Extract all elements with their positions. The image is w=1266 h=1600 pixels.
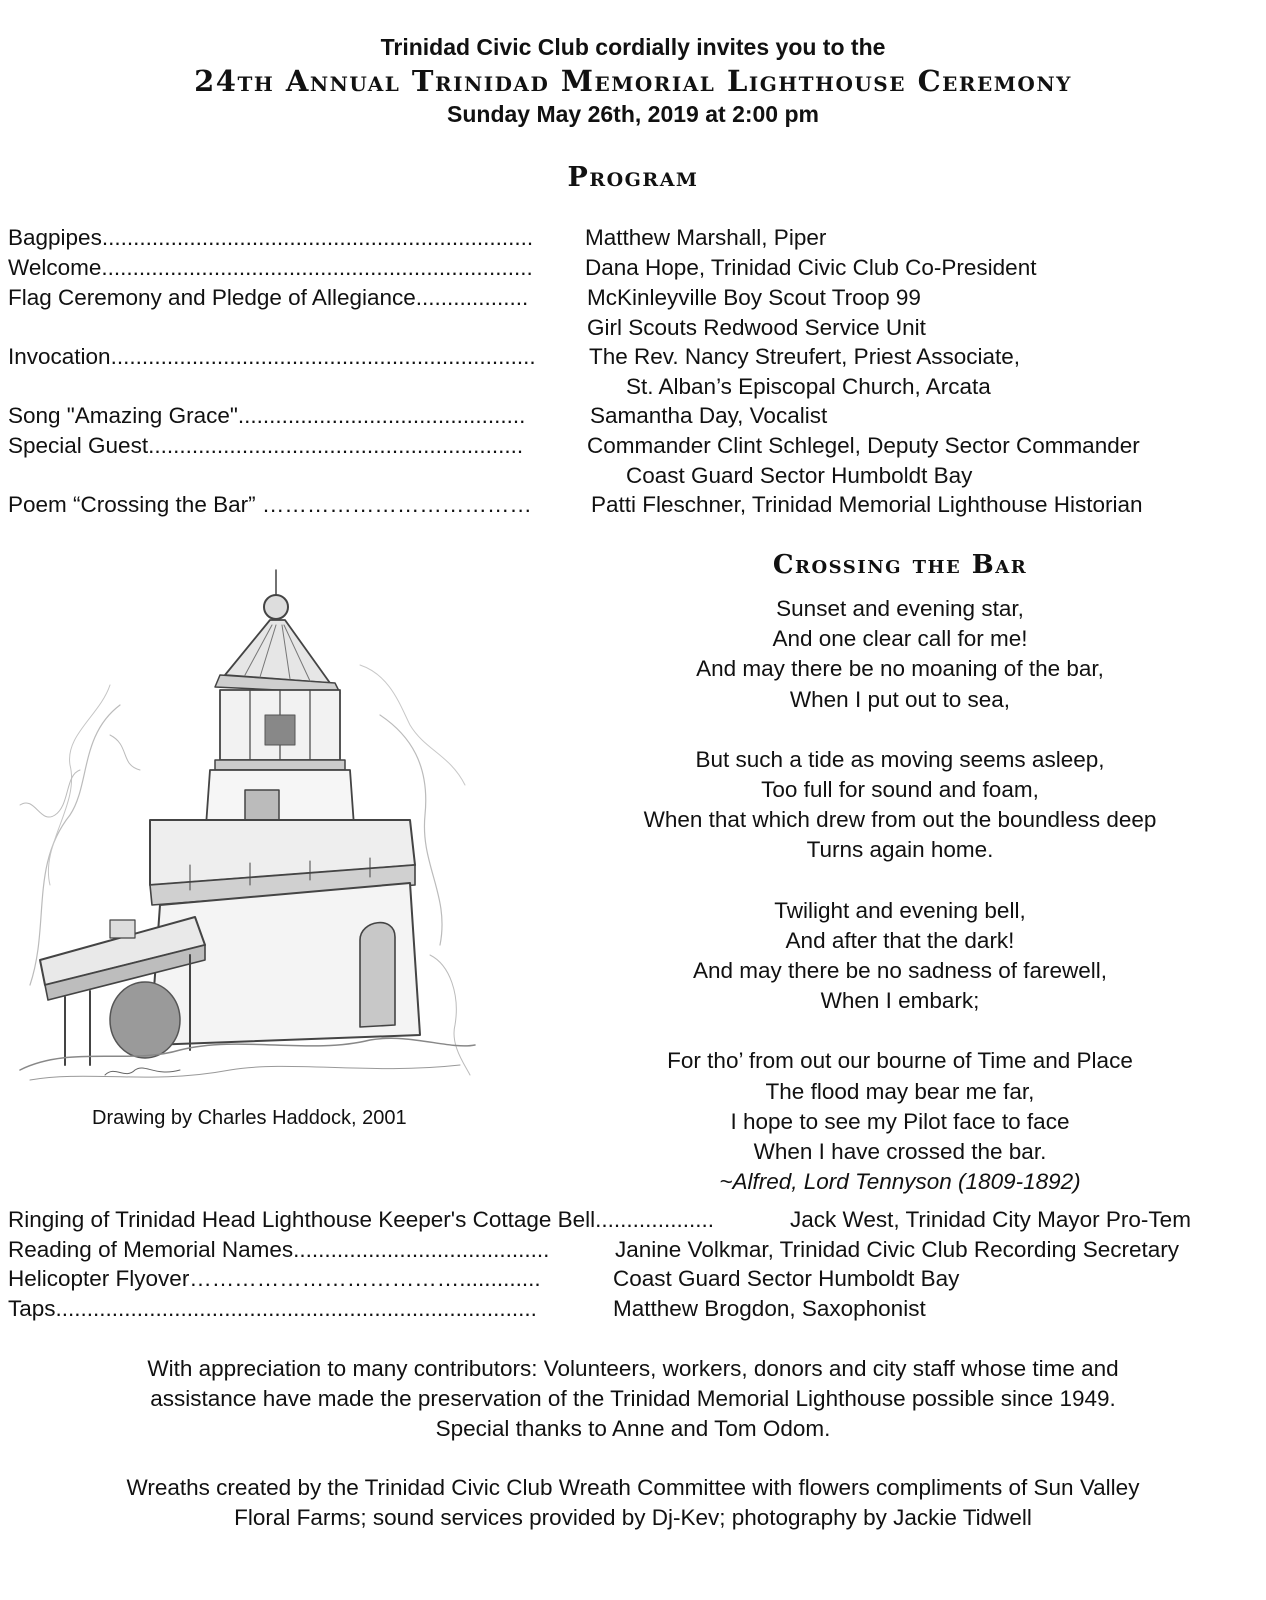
invitation-intro: Trinidad Civic Club cordially invites you to the [380,34,886,60]
poem-line: And after that the dark! [785,927,1015,953]
appreciation-text [0,1354,1266,1444]
program-value: St. Alban’s Episcopal Church, Arcata [626,374,991,399]
poem-line: And one clear call for me! [772,626,1028,652]
appreciation-line: Special thanks to Anne and Tom Odom. [435,1416,831,1441]
ceremony-title: 24th Annual Trinidad Memorial Lighthouse Ceremony [194,64,1072,98]
program-label: Welcome..................................................................... [8,255,533,280]
program-value: McKinleyville Boy Scout Troop 99 [587,285,921,310]
program-label: Song "Amazing Grace".............................................. [8,403,526,428]
program-label: Invocation.................................................................... [8,344,536,369]
program-value: Coast Guard Sector Humboldt Bay [626,463,973,488]
program-label: Ringing of Trinidad Head Lighthouse Keeper's Cottage Bell................... [8,1207,714,1232]
poem-line: When I have crossed the bar. [753,1139,1047,1165]
stanza-break [590,866,1210,896]
program-value: Patti Fleschner, Trinidad Memorial Lighthouse Historian [591,492,1143,517]
program-label: Poem “Crossing the Bar” ……………………………… [8,492,532,517]
poem-attribution: ~Alfred, Lord Tennyson (1809-1892) [719,1169,1081,1195]
poem-line: And may there be no moaning of the bar, [696,656,1104,682]
wreaths-text [0,1473,1266,1533]
poem-line: Sunset and evening star, [776,596,1024,621]
program-label: Flag Ceremony and Pledge of Allegiance.................. [8,285,529,310]
poem-line: When that which drew from out the boundless deep [643,807,1157,833]
poem-line: When I embark; [820,988,980,1014]
program-label: Taps............................................................................. [8,1296,537,1321]
poem-line: Turns again home. [806,837,994,863]
program-heading: Program [567,162,699,193]
program-value: Matthew Marshall, Piper [585,225,827,250]
poem-line: But such a tide as moving seems asleep, [695,746,1105,772]
ceremony-date: Sunday May 26th, 2019 at 2:00 pm [447,101,819,127]
program-value: Commander Clint Schlegel, Deputy Sector Commander [587,433,1140,458]
poem-line: Too full for sound and foam, [761,777,1039,803]
appreciation-line: With appreciation to many contributors: Volunteers, workers, donors and city staff whose time and [147,1356,1119,1381]
program-label: Reading of Memorial Names......................................... [8,1237,550,1262]
drawing-caption: Drawing by Charles Haddock, 2001 [92,1107,407,1129]
program-value: Janine Volkmar, Trinidad Civic Club Recording Secretary [615,1237,1180,1262]
program-value: Coast Guard Sector Humboldt Bay [613,1266,960,1291]
program-label: Special Guest............................................................ [8,433,524,458]
program-value: Samantha Day, Vocalist [590,403,828,428]
program-value: Matthew Brogdon, Saxophonist [613,1296,926,1321]
program-value: Girl Scouts Redwood Service Unit [587,315,926,340]
program-value: The Rev. Nancy Streufert, Priest Associate, [589,344,1021,369]
appreciation-line: assistance have made the preservation of the Trinidad Memorial Lighthouse possible since 1949. [150,1386,1116,1411]
lighthouse-drawing [10,565,480,1090]
program-label: Bagpipes..................................................................... [8,225,534,250]
stanza-break [590,715,1210,745]
program-value: Dana Hope, Trinidad Civic Club Co-President [585,255,1037,280]
stanza-break [590,1016,1210,1046]
program-label: Helicopter Flyover………………………………............. [8,1266,541,1291]
poem-body [590,594,1210,1197]
wreaths-line: Floral Farms; sound services provided by Dj-Kev; photography by Jackie Tidwell [234,1505,1032,1530]
wreaths-line: Wreaths created by the Trinidad Civic Club Wreath Committee with flowers compliments of Sun Valley [126,1475,1140,1500]
poem-line: For tho’ from out our bourne of Time and Place [667,1048,1133,1074]
poem-line: I hope to see my Pilot face to face [730,1108,1070,1134]
poem-line: Twilight and evening bell, [774,897,1026,923]
poem-line: The flood may bear me far, [765,1078,1035,1104]
poem-title: Crossing the Bar [772,550,1028,580]
program-value: Jack West, Trinidad City Mayor Pro-Tem [790,1207,1191,1232]
poem-line: And may there be no sadness of farewell, [693,958,1107,984]
poem-line: When I put out to sea, [789,686,1011,712]
